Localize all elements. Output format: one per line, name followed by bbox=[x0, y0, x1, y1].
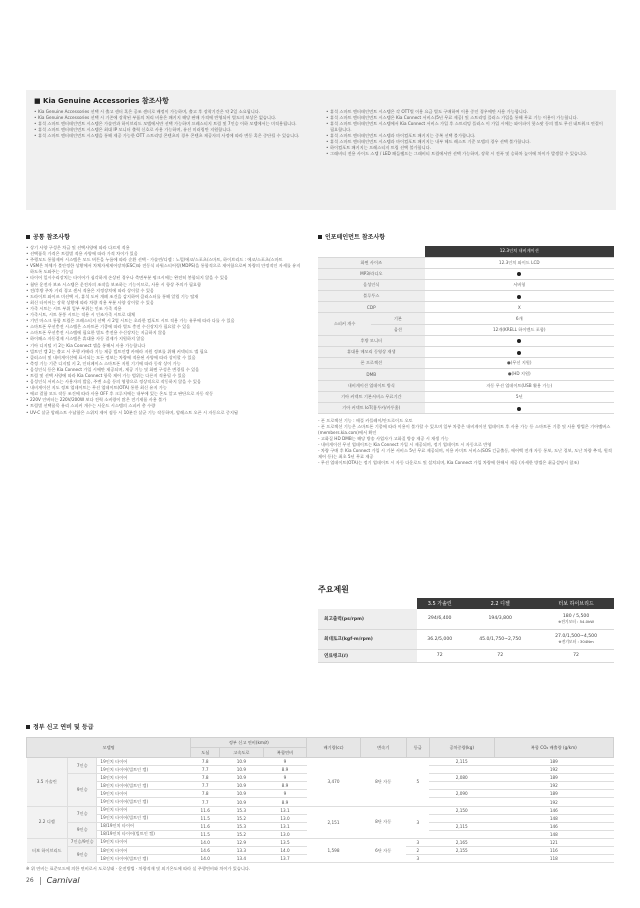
spec-header: 2.2 디젤 bbox=[462, 598, 538, 609]
info-value: ●(HD 지원) bbox=[425, 369, 614, 380]
accessory-note: • 휴석 스마트 엔터테인먼트 시스템은 가솔린과 하이브리드 모델에서만 선택 가능하며 프레스티지 트림 및 7인승 이하 모델에서는 미적용됩니다. bbox=[34, 121, 316, 127]
info-label: 기아 커넥트 IoT(홈투카/카투홈) bbox=[318, 402, 425, 413]
fuel-transmission: 6단 자동 bbox=[360, 838, 406, 862]
accessory-note: • 휴석 스마트 엔터테인먼트 시스템과 마이컴포트 패키지는 내부 헤드 레스트 기준 모델의 경우 선택 불가합니다. bbox=[326, 139, 608, 145]
info-value bbox=[425, 347, 614, 358]
info-value: 12.3인치 와이드 LCD bbox=[425, 257, 614, 268]
fuel-header-displacement: 배기량(cc) bbox=[307, 738, 360, 758]
accessory-note: • 그래비티 전용 사이드 스텝 / LED 패들램프는 그래비티 트림에서만 선택 가능하며, 장착 시 전폭 및 승하차 높이에 차이가 발생할 수 있습니다. bbox=[326, 151, 608, 157]
fuel-city: 7.7 bbox=[191, 766, 220, 774]
info-row bbox=[318, 257, 614, 268]
info-sublabel: 기본 bbox=[371, 313, 424, 324]
common-note: • 타이어 일시수리장치는 타이어가 심각하게 손상된 경우나 측면부분 펑크시에는 완전히 봉합되지 않을 수 있음 bbox=[26, 275, 302, 281]
fuel-tire: 18/19인치 타이어 bbox=[97, 822, 191, 830]
fuel-city: 7.8 bbox=[191, 774, 220, 782]
common-note: • 내비게이션 지도 정보 업데이트는 무선 업데이트(OTA) 통한 최신 유지 가능 bbox=[26, 385, 302, 391]
fuel-highway: 10.9 bbox=[220, 774, 264, 782]
brand-name: Carnival bbox=[46, 876, 80, 885]
fuel-tire: 19인치 타이어 bbox=[97, 790, 191, 798]
fuel-combined: 13.0 bbox=[263, 830, 307, 838]
fuel-weight bbox=[429, 766, 494, 774]
info-label: DMB bbox=[318, 369, 425, 380]
fuel-highway: 10.9 bbox=[220, 766, 264, 774]
fuel-city: 11.5 bbox=[191, 830, 220, 838]
fuel-weight bbox=[429, 830, 494, 838]
info-value: ●(무선 지원) bbox=[425, 358, 614, 369]
fuel-combined: 8.9 bbox=[263, 798, 307, 806]
fuel-city: 11.6 bbox=[191, 822, 220, 830]
accessory-note: • 휴석 스마트 엔터테인먼트 시스템은 Kia Connect 서비스(5년 무료 제공) 및 스트리밍 플러스 가입을 통해 무료 기능 이용이 가능합니다. bbox=[326, 115, 608, 121]
info-value: X bbox=[425, 302, 614, 313]
fuel-weight: 2,155 bbox=[429, 847, 494, 855]
info-row bbox=[318, 380, 614, 391]
common-note: • 선택품목 가격은 트림별 적용 사양에 따라 가격 차이가 있음 bbox=[26, 251, 302, 257]
fuel-section bbox=[26, 722, 614, 872]
fuel-engine: 3.5 가솔린 bbox=[27, 758, 68, 807]
info-row bbox=[318, 358, 614, 369]
info-row bbox=[318, 391, 614, 402]
common-note: • 트림 및 선택 사양에 따라 Kia Connect 항목 제어 가능 범위는 다른지 적용될 수 있음 bbox=[26, 373, 302, 379]
fuel-weight: 2,115 bbox=[429, 758, 494, 766]
fuel-combined: 8.9 bbox=[263, 766, 307, 774]
fuel-combined: 9 bbox=[263, 774, 307, 782]
common-note: • 측정 기능 기준 디지털 키 2, 인터페이스 스마트폰 지원 기기에 따라 동작 상이 가능 bbox=[26, 361, 302, 367]
fuel-tire: 18인치 타이어 bbox=[97, 774, 191, 782]
common-note: • 첨단 운전자 보조 시스템은 운전자의 조작을 보조하는 기능이므로, 사용 시 항상 주의가 필요함 bbox=[26, 282, 302, 288]
info-row bbox=[318, 268, 614, 279]
common-note: • 하이패스 자동결제 시스템은 휴대용 자동 결제가 지원하지 않음 bbox=[26, 336, 302, 342]
fuel-heading bbox=[26, 722, 614, 731]
accessory-note: • 휴석 스마트 엔터테인먼트 시스템은 최대 IP 모니터 출력 신호로 사용 가능하며, 유선 미러링만 지원합니다. bbox=[34, 127, 316, 133]
fuel-combined: 13.1 bbox=[263, 806, 307, 814]
fuel-highway: 12.9 bbox=[220, 838, 264, 846]
accessory-note: • 휴석 스마트 엔터테인먼트 시스템은 각 OTT별 이용 요금 별도 구매하여 이용 중인 경우에만 사용 가능합니다. bbox=[326, 109, 608, 115]
info-label: 내비게이션 업데이트 방식 bbox=[318, 380, 425, 391]
info-label: 폰 프로젝션 bbox=[318, 358, 425, 369]
spec-label: 연료탱크(ℓ) bbox=[318, 649, 417, 662]
fuel-weight: 2,090 bbox=[429, 790, 494, 798]
spec-value-main: 72 bbox=[497, 653, 504, 658]
specs-title: 주요제원 bbox=[318, 585, 349, 594]
info-label: 기아 커넥트 기본서비스 무료기간 bbox=[318, 391, 425, 402]
common-list bbox=[26, 245, 302, 416]
fuel-city: 11.5 bbox=[191, 814, 220, 822]
info-note: - 폰 프로젝션 기능 : 애플 카플레이/안드로이드 오토 bbox=[318, 418, 413, 424]
common-note: • 드라이브 와이즈 미선택 시, 휴석 도어 개폐 조건을 감지하여 클러스터를 통해 알림 기능 탑재 bbox=[26, 294, 302, 300]
fuel-co2: 146 bbox=[494, 806, 613, 814]
specs-table bbox=[318, 598, 614, 663]
fuel-grade: 3 bbox=[406, 838, 429, 846]
fuel-tire: 18인치 타이어(빌트인 캠) bbox=[97, 855, 191, 863]
common-note: • 스마트폰 무선충전 시스템은 스마트폰 기종에 따라 별도 충전 수신장치가 필요할 수 있음 bbox=[26, 324, 302, 330]
fuel-header-model: 모델명 bbox=[27, 738, 191, 758]
page-number: 26 bbox=[26, 877, 34, 884]
fuel-city: 7.8 bbox=[191, 758, 220, 766]
fuel-weight: 2,080 bbox=[429, 774, 494, 782]
info-label: MP3/라디오 bbox=[318, 268, 425, 279]
fuel-city: 7.7 bbox=[191, 798, 220, 806]
fuel-grade: 2 bbox=[406, 847, 429, 855]
info-label: 스피커 개수 bbox=[318, 313, 371, 335]
accessory-note: • Kia Genuine Accessories 선택 시 기존에 장착된 부품의 처리 비용은 패키지 해당 판매 가격에 반영되어 별도의 보상은 없습니다. bbox=[34, 115, 316, 121]
fuel-grade: 3 bbox=[406, 855, 429, 863]
fuel-engine: 2.2 디젤 bbox=[27, 806, 68, 838]
spec-label: 최고출력(ps/rpm) bbox=[318, 609, 417, 629]
fuel-co2: 189 bbox=[494, 774, 613, 782]
info-label: 블루투스 bbox=[318, 291, 425, 302]
fuel-highway: 15.2 bbox=[220, 830, 264, 838]
filled-dot-icon bbox=[517, 407, 521, 411]
info-note: - 차량 구매 후 Kia Connect 가입 시 기본 서비스 5년 무료 제공되며, 이용 카미트 서비스(SOS 긴급출동, 에어백 전개 자동 통보, 도난 경보, 도난 차량 추적, 원격 제어 등)는 최초 5년 무료 제공 bbox=[318, 448, 612, 460]
footer bbox=[26, 876, 614, 885]
spec-value-main: 294/6,400 bbox=[428, 616, 452, 622]
spec-header: 터보 하이브리드 bbox=[538, 598, 614, 609]
fuel-combined: 8.9 bbox=[263, 782, 307, 790]
common-note: • 음성인식 서비스는 사용자의 발음, 주변 소음 등의 영향으로 정상적으로 작동하지 않을 수 있음 bbox=[26, 379, 302, 385]
fuel-header-transmission: 변속기 bbox=[360, 738, 406, 758]
info-header-cell: 12.3인치 내비게이션 bbox=[425, 246, 614, 257]
fuel-combined: 13.5 bbox=[263, 838, 307, 846]
fuel-table bbox=[26, 737, 614, 863]
common-note: • 음성인식 등은 Kia Connect 가입 시에만 제공되며, 제공 기능 및 화면 구성은 변경될 수 있음 bbox=[26, 367, 302, 373]
accessory-note: • 하이컴포트 패키지는 프레스티지 트림 선택 불가합니다. bbox=[326, 145, 608, 151]
fuel-header-city: 도심 bbox=[191, 748, 220, 758]
fuel-grade: 5 bbox=[406, 758, 429, 807]
fuel-co2: 116 bbox=[494, 847, 613, 855]
common-heading bbox=[26, 232, 302, 241]
fuel-highway: 10.9 bbox=[220, 790, 264, 798]
spec-row bbox=[318, 629, 614, 649]
fuel-seats: 9인승 bbox=[68, 774, 97, 806]
fuel-combined: 9 bbox=[263, 790, 307, 798]
fuel-weight: 2,165 bbox=[429, 838, 494, 846]
info-value: 서버형 bbox=[425, 279, 614, 290]
info-heading bbox=[318, 232, 614, 241]
square-bullet-icon bbox=[26, 725, 30, 729]
info-value bbox=[425, 268, 614, 279]
info-value: 자동 무선 업데이트(USB 활용 가능) bbox=[425, 380, 614, 391]
accessories-title: ■ Kia Genuine Accessories 참조사항 bbox=[34, 97, 169, 105]
footer-divider bbox=[40, 877, 41, 885]
fuel-combined: 14.0 bbox=[263, 847, 307, 855]
fuel-tire: 19인치 타이어 bbox=[97, 806, 191, 814]
common-note: • 주행모드 통합제어 시스템은 모드 버튼을 누름에 따라 순환 선택 - 가솔린/디젤 : 노멀/에코/스포츠/스마트, 하이브리드 : 에코/스포츠/스마트 bbox=[26, 257, 302, 263]
fuel-co2: 189 bbox=[494, 790, 613, 798]
fuel-tire: 19인치 타이어(빌트인 캠) bbox=[97, 814, 191, 822]
fuel-displacement: 3,470 bbox=[307, 758, 360, 807]
fuel-seats: 7인승/9인승 bbox=[68, 838, 97, 846]
info-row bbox=[318, 302, 614, 313]
info-row bbox=[318, 291, 614, 302]
spec-value-main: 27.0/1,500~4,500 bbox=[555, 634, 598, 639]
accessories-right-list bbox=[326, 109, 608, 157]
fuel-row bbox=[27, 758, 614, 766]
spec-row bbox=[318, 649, 614, 662]
fuel-tire: 19인치 타이어(빌트인 캠) bbox=[97, 798, 191, 806]
fuel-transmission: 8단 자동 bbox=[360, 758, 406, 807]
fuel-highway: 13.4 bbox=[220, 855, 264, 863]
info-row bbox=[318, 335, 614, 346]
info-row bbox=[318, 347, 614, 358]
fuel-city: 14.6 bbox=[191, 847, 220, 855]
info-note: - 고화질 HD DMB는 해당 방송 사업자가 고화질 방송 제공 시 재생 가능 bbox=[318, 436, 449, 442]
common-notes bbox=[26, 232, 302, 416]
info-value bbox=[425, 402, 614, 413]
info-row bbox=[318, 369, 614, 380]
info-value: 12개(KRELL 하이엔드 포함) bbox=[425, 324, 614, 335]
fuel-city: 14.0 bbox=[191, 838, 220, 846]
common-note: • 최신 타이어는 장착 상황에 따라 차량 적용 부분 사양 상이할 수 있음 bbox=[26, 300, 302, 306]
info-note: - 내비게이션 무선 업데이트는 Kia Connect 가입 시 제공되며, 정기 업데이트 시 자동으로 반영 bbox=[318, 442, 492, 448]
info-note: - 폰 프로젝션 기능은 스마트폰 기종에 따라 이용이 불가할 수 있으며 일부 차종은 내비게이션 업데이트 후 사용 가능 등 스마트폰 기종 및 사용 방법은 기아멤버스(members.kia.com)에서 확인 bbox=[318, 424, 611, 436]
info-sublabel: 옵션 bbox=[371, 324, 424, 335]
common-title: 공통 참조사항 bbox=[33, 234, 70, 241]
infotainment-section bbox=[318, 232, 614, 466]
info-title: 인포테인먼트 참조사항 bbox=[325, 234, 386, 241]
spec-value-sub: ※전기모터 : 54.0kW bbox=[558, 618, 595, 624]
common-note: • 가죽시트, 시트 통풍 시트는 적용 시 인조가죽 시트로 대체 bbox=[26, 312, 302, 318]
spec-value bbox=[417, 609, 462, 629]
spec-value-sub: ※전기모터 : 304Nm bbox=[558, 639, 594, 644]
spec-value bbox=[462, 629, 538, 649]
fuel-weight bbox=[429, 814, 494, 822]
common-note: • 220V 인버터는 220V/200W 보다 전력 소비량이 많은 전기제품 사용 불가 bbox=[26, 397, 302, 403]
accessory-note: • 휴석 스마트 엔터테인먼트 시스템을 통해 제공 가능한 OTT 스트리밍 콘텐츠의 경우 콘텐츠 제공자의 사정에 따라 변동 혹은 중단될 수 있습니다. bbox=[34, 133, 316, 139]
fuel-engine: 터보 하이브리드 bbox=[27, 838, 68, 862]
fuel-row bbox=[27, 838, 614, 846]
fuel-highway: 10.9 bbox=[220, 782, 264, 790]
fuel-co2: 192 bbox=[494, 766, 613, 774]
fuel-tire: 18/19인치 타이어(빌트인 캠) bbox=[97, 830, 191, 838]
common-note: • 빌트인 캠 2는 출고 시 주행 카메라 기능 제공 빌트인캠 카메라 지원 정보를 위해 커넥티드 앱 필요 bbox=[26, 349, 302, 355]
common-note: • 트림별 선택품목 유리 스피커 개수는 사운드 시스템의 스피커 총 수량 bbox=[26, 403, 302, 409]
fuel-city: 14.0 bbox=[191, 855, 220, 863]
spec-label: 최대토크(kgf·m/rpm) bbox=[318, 629, 417, 649]
fuel-weight: 2,150 bbox=[429, 806, 494, 814]
spec-value bbox=[462, 609, 538, 629]
spec-value-main: 36.2/5,000 bbox=[427, 636, 453, 642]
common-note: • 전/후방 주차 거리 경고 센서 적용은 지정장치에 따라 상이할 수 있음 bbox=[26, 288, 302, 294]
common-note: • 스마트폰 무선충전 시스템에 필요한 별도 충전용 수신장치는 지급하지 않음 bbox=[26, 330, 302, 336]
fuel-row bbox=[27, 806, 614, 814]
common-note: • 기민 마스크 통합 트림은 프레스티지 선택 시 2열 시트는 초과한 컴포트 시트 적용 가능 유무에 따라 다를 수 있음 bbox=[26, 318, 302, 324]
fuel-weight bbox=[429, 855, 494, 863]
spec-header bbox=[318, 598, 417, 609]
fuel-city: 7.8 bbox=[191, 790, 220, 798]
fuel-tire: 19인치 타이어 bbox=[97, 758, 191, 766]
info-row bbox=[318, 313, 614, 324]
specs-section bbox=[318, 584, 614, 663]
fuel-co2: 118 bbox=[494, 855, 613, 863]
filled-dot-icon bbox=[517, 272, 521, 276]
fuel-seats: 7인승 bbox=[68, 758, 97, 774]
info-value: 6개 bbox=[425, 313, 614, 324]
common-note: • 가죽 시트는 시트 부위 일부 부위는 인조 가죽 적용 bbox=[26, 306, 302, 312]
fuel-weight: 2,115 bbox=[429, 822, 494, 830]
spec-header: 3.5 가솔린 bbox=[417, 598, 462, 609]
fuel-combined: 13.0 bbox=[263, 814, 307, 822]
spec-value bbox=[462, 649, 538, 662]
accessories-left-list bbox=[34, 109, 316, 157]
info-value: 5년 bbox=[425, 391, 614, 402]
info-label: 휴대용 메모리 동영상 재생 bbox=[318, 347, 425, 358]
spec-value-main: 180 / 5,500 bbox=[562, 613, 590, 619]
fuel-highway: 15.3 bbox=[220, 822, 264, 830]
fuel-seats: 7인승 bbox=[68, 806, 97, 822]
fuel-tire: 19인치 타이어(빌트인 캠) bbox=[97, 766, 191, 774]
fuel-seats: 9인승 bbox=[68, 822, 97, 838]
info-label: CDP bbox=[318, 302, 425, 313]
fuel-co2: 148 bbox=[494, 830, 613, 838]
common-note: • 상기 사양 구성은 차급 및 선택사양에 따라 다르게 적용 bbox=[26, 245, 302, 251]
info-value bbox=[425, 335, 614, 346]
fuel-co2: 192 bbox=[494, 798, 613, 806]
common-note: • 에코 결함 모드 작동 조건에 따라 사용 OFF 후 크루저에는 내부에 있는 온도 알고 판단으로 자동 작동 bbox=[26, 391, 302, 397]
spec-value bbox=[538, 609, 614, 629]
square-bullet-icon bbox=[318, 235, 322, 239]
fuel-weight bbox=[429, 782, 494, 790]
common-note: • 기아 디지털 키 2는 Kia Connect 앱을 통해서 사용 가능합니다 bbox=[26, 343, 302, 349]
fuel-combined: 13.1 bbox=[263, 822, 307, 830]
fuel-grade: 3 bbox=[406, 806, 429, 838]
info-row bbox=[318, 279, 614, 290]
fuel-tire: 18인치 타이어 bbox=[97, 847, 191, 855]
fuel-highway: 10.9 bbox=[220, 758, 264, 766]
fuel-co2: 189 bbox=[494, 758, 613, 766]
info-notes bbox=[318, 418, 614, 466]
info-label: 음성인식 bbox=[318, 279, 425, 290]
spec-value-main: 45.0/1,750~2,750 bbox=[479, 636, 522, 642]
accessory-note: • 휴석 스마트 엔터테인먼트 시스템과 마이컴포트 패키지는 중복 선택 불가합니다. bbox=[326, 133, 608, 139]
fuel-highway: 15.3 bbox=[220, 806, 264, 814]
fuel-header-co2: 복합 CO₂ 배출량 (g/km) bbox=[494, 738, 613, 758]
fuel-displacement: 2,151 bbox=[307, 806, 360, 838]
fuel-header-weight: 공차중량(kg) bbox=[429, 738, 494, 758]
fuel-tire: 18인치 타이어(빌트인 캠) bbox=[97, 782, 191, 790]
fuel-weight bbox=[429, 798, 494, 806]
fuel-co2: 121 bbox=[494, 838, 613, 846]
common-note: • 클러스터 및 내비게이션에 표시되는 모든 정보는 차량에 적용된 사양에 따라 상이할 수 있음 bbox=[26, 355, 302, 361]
square-bullet-icon bbox=[26, 235, 30, 239]
spec-value bbox=[538, 629, 614, 649]
fuel-tire: 19인치 타이어 bbox=[97, 838, 191, 846]
filled-dot-icon bbox=[517, 339, 521, 343]
fuel-co2: 192 bbox=[494, 782, 613, 790]
fuel-city: 11.6 bbox=[191, 806, 220, 814]
info-label: 후방 모니터 bbox=[318, 335, 425, 346]
fuel-note: ※ 위 연비는 표준모드에 의한 연비로서 도로상태 · 운전방법 · 차량적재 및 외기온도에 따라 실 주행연비와 차이가 있습니다. bbox=[26, 866, 251, 872]
filled-dot-icon bbox=[517, 295, 521, 299]
fuel-seats: 9인승 bbox=[68, 847, 97, 863]
filled-dot-icon bbox=[517, 351, 521, 355]
spec-row bbox=[318, 609, 614, 629]
spec-value-main: 194/3,800 bbox=[488, 616, 512, 622]
fuel-highway: 15.2 bbox=[220, 814, 264, 822]
common-note: • UV-C 살균 암레스트 수납함은 스위치 제어 점등 시 10분간 살균 기능 작동하며, 암레스트 오픈 시 자동으로 중지됨 bbox=[26, 410, 302, 416]
fuel-displacement: 1,598 bbox=[307, 838, 360, 862]
accessory-note: • 휴석 스마트 엔터테인먼트 시스템에서 Kia Connect 서비스 가입 후 스트리밍 플러스 이 가입 시에는 와이파이 핫스팟 등의 별도 무선 네트워크 연결이 필요합니다. bbox=[326, 121, 608, 133]
fuel-title: 정부 신고 연비 및 등급 bbox=[33, 724, 94, 731]
info-table bbox=[318, 246, 614, 414]
spec-value bbox=[417, 629, 462, 649]
fuel-highway: 10.9 bbox=[220, 798, 264, 806]
spec-value-main: 72 bbox=[436, 653, 443, 658]
fuel-header-combined: 복합연비 bbox=[263, 748, 307, 758]
fuel-header-grade: 등급 bbox=[406, 738, 429, 758]
common-note: • VSM은 차체가 불안정한 상황에서 차체자세제어장치(ESC)와 전동식 파워스티어링(MDPS)을 통합적으로 제어함으로써 차량의 안정적인 자세를 유지하도록 도와주는 기능임 bbox=[26, 263, 302, 275]
spec-value-main: 72 bbox=[573, 653, 579, 658]
fuel-highway: 13.3 bbox=[220, 847, 264, 855]
spec-value bbox=[417, 649, 462, 662]
accessory-note: • Kia Genuine Accessories 선택 시 출고 센터 혹은 공조 센터로 배정이 가능하며, 출고 후 장착기간은 약 2일 소요됩니다. bbox=[34, 109, 316, 115]
info-row bbox=[318, 402, 614, 413]
fuel-co2: 148 bbox=[494, 814, 613, 822]
fuel-city: 7.7 bbox=[191, 782, 220, 790]
fuel-co2: 146 bbox=[494, 822, 613, 830]
accessories-box bbox=[26, 90, 616, 210]
fuel-combined: 9 bbox=[263, 758, 307, 766]
info-value bbox=[425, 291, 614, 302]
fuel-transmission: 8단 자동 bbox=[360, 806, 406, 838]
info-label: 화면 사이즈 bbox=[318, 257, 425, 268]
fuel-header-certified: 정부 신고 연비(km/ℓ) bbox=[191, 738, 307, 748]
fuel-header-highway: 고속도로 bbox=[220, 748, 264, 758]
fuel-combined: 13.7 bbox=[263, 855, 307, 863]
spec-value bbox=[538, 649, 614, 662]
info-note: - 무선 업데이트(OTA)는 정기 업데이트 시 자동 다운로드 및 설치되며, Kia Connect 가입 차량에 한해서 제공 (자세한 방법은 취급설명서 참조) bbox=[318, 460, 580, 466]
